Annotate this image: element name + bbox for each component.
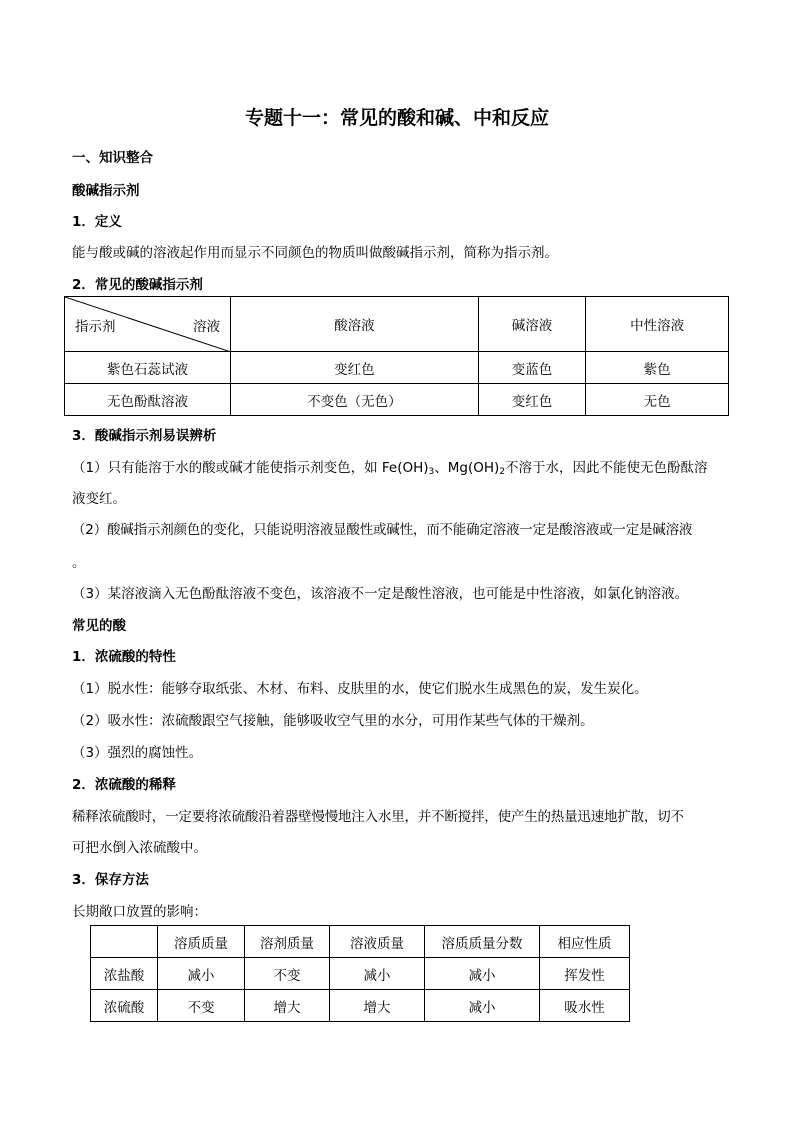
paragraph: （2）吸水性：浓硫酸跟空气接触，能够吸收空气里的水分，可用作某些气体的干燥剂。 <box>72 713 594 729</box>
subsection-heading: 酸碱指示剂 <box>72 183 140 199</box>
table-cell: 挥发性 <box>540 958 630 990</box>
storage-effect-table <box>90 925 630 1022</box>
table-cell: 变红色 <box>231 352 479 384</box>
table-cell: 无色酚酞溶液 <box>65 384 231 416</box>
corner-label: 溶液 <box>193 319 220 335</box>
table-cell: 减小 <box>158 958 245 990</box>
text-span: （1）只有能溶于水的酸或碱才能使指示剂变色，如 Fe(OH) <box>72 460 429 476</box>
corner-label: 指示剂 <box>75 319 116 335</box>
table-header: 相应性质 <box>540 926 630 958</box>
paragraph: 可把水倒入浓硫酸中。 <box>72 840 207 856</box>
table-cell: 变蓝色 <box>478 352 586 384</box>
item-heading: 3．保存方法 <box>72 872 149 888</box>
table-cell: 不变 <box>158 990 245 1022</box>
text-span: 、Mg(OH) <box>434 460 500 476</box>
table-cell: 无色 <box>586 384 729 416</box>
page-title: 专题十一：常见的酸和碱、中和反应 <box>244 107 549 129</box>
subsection-heading: 常见的酸 <box>72 618 126 634</box>
table-header: 溶液质量 <box>330 926 425 958</box>
table-cell: 紫色 <box>586 352 729 384</box>
table-header <box>91 926 158 958</box>
table-header: 中性溶液 <box>586 297 729 352</box>
table-cell: 减小 <box>330 958 425 990</box>
subscript: 2 <box>499 467 506 477</box>
indicator-table <box>64 296 729 416</box>
table-cell: 增大 <box>330 990 425 1022</box>
paragraph: （3）某溶液滴入无色酚酞溶液不变色，该溶液不一定是酸性溶液，也可能是中性溶液，如氯化钠溶液。 <box>72 586 689 602</box>
table-cell: 吸水性 <box>540 990 630 1022</box>
text-span: 不溶于水，因此不能使无色酚酞溶 <box>505 460 708 476</box>
item-heading: 1．浓硫酸的特性 <box>72 649 176 665</box>
table-header: 溶质质量 <box>158 926 245 958</box>
table-cell: 减小 <box>425 958 540 990</box>
table-row <box>65 384 729 416</box>
item-heading: 1．定义 <box>72 214 122 230</box>
table-corner-cell <box>65 297 231 352</box>
paragraph: 稀释浓硫酸时，一定要将浓硫酸沿着器壁慢慢地注入水里，并不断搅拌，使产生的热量迅速地扩散，切不 <box>72 809 684 825</box>
paragraph: （1）脱水性：能够夺取纸张、木材、布料、皮肤里的水，使它们脱水生成黑色的炭，发生炭化。 <box>72 681 648 697</box>
paragraph <box>72 456 722 477</box>
paragraph: （3）强烈的腐蚀性。 <box>72 745 203 761</box>
item-heading: 2．浓硫酸的稀释 <box>72 777 176 793</box>
item-heading: 3．酸碱指示剂易误辨析 <box>72 428 217 444</box>
table-cell: 浓盐酸 <box>91 958 158 990</box>
table-row <box>91 990 630 1022</box>
table-header: 碱溶液 <box>478 297 586 352</box>
table-header: 酸溶液 <box>231 297 479 352</box>
table-header: 溶剂质量 <box>245 926 330 958</box>
table-cell: 紫色石蕊试液 <box>65 352 231 384</box>
table-row <box>91 958 630 990</box>
paragraph: 液变红。 <box>72 491 126 507</box>
table-cell: 减小 <box>425 990 540 1022</box>
subscript: 3 <box>428 467 435 477</box>
table-cell: 变红色 <box>478 384 586 416</box>
table-cell: 不变 <box>245 958 330 990</box>
table-cell: 浓硫酸 <box>91 990 158 1022</box>
table-header-row <box>91 926 630 958</box>
paragraph: 能与酸或碱的溶液起作用而显示不同颜色的物质叫做酸碱指示剂，简称为指示剂。 <box>72 245 558 261</box>
table-row <box>65 352 729 384</box>
paragraph: （2）酸碱指示剂颜色的变化，只能说明溶液显酸性或碱性，而不能确定溶液一定是酸溶液或一定是碱溶液 <box>72 522 693 538</box>
paragraph: 长期敞口放置的影响： <box>72 904 207 920</box>
table-cell: 增大 <box>245 990 330 1022</box>
table-header: 溶质质量分数 <box>425 926 540 958</box>
table-cell: 不变色（无色） <box>231 384 479 416</box>
section-heading: 一、知识整合 <box>72 150 153 166</box>
paragraph: 。 <box>72 555 86 571</box>
item-heading: 2．常见的酸碱指示剂 <box>72 277 203 293</box>
